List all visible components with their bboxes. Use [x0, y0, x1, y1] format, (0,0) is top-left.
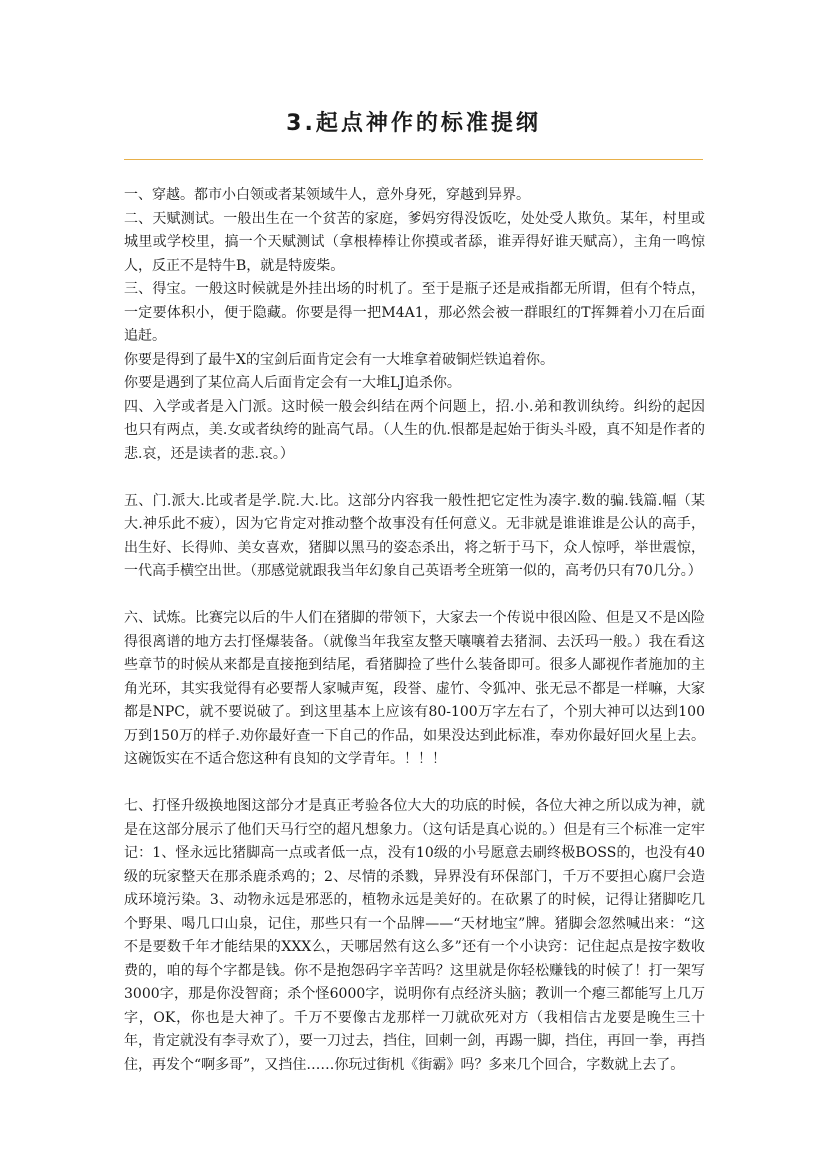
paragraph-4: 你要是得到了最牛X的宝剑后面肯定会有一大堆拿着破铜烂铁追着你。 [124, 351, 554, 368]
paragraph-3: 三、得宝。一般这时候就是外挂出场的时机了。至于是瓶子还是戒指都无所谓，但有个特点，一定要体积小，便于隐藏。你要是得一把M4A1，那必然会被一群眼红的T挥舞着小刀在后面追赶。 [124, 281, 705, 344]
paragraph-gap [124, 584, 705, 608]
paragraph-9: 七、打怪升级换地图这部分才是真正考验各位大大的功底的时候，各位大神之所以成为神，就是在这部分展示了他们天马行空的超凡想象力。（这句话是真心说的。）但是有三个标准一定牢记：1、怪永远比猪脚高一点或者低一点，没有10级的小号愿意去刷终极BOSS的，也没有40级的玩家整天在那杀鹿杀鸡的；2、尽情的杀戮，异界没有环保部门，千万不要担心腐尸会造成环境污染。3、动物永远是邪恶的，植物永远是美好的。在砍累了的时候，记得让猪脚吃几个野果、喝几口山泉，记住，那些只有一个品牌——“天材地宝”牌。猪脚会忽然喊出来：“这不是要数千年才能结果的XXX么，天哪居然有这么多”还有一个小诀窍：记住起点是按字数收费的，咱的每个字都是钱。你不是抱怨码字辛苦吗？这里就是你轻松赚钱的时候了！打一架写3000字，那是你没智商；杀个怪6000字，说明你有点经济头脑；教训一个瘪三都能写上几万字，OK，你也是大神了。千万不要像古龙那样一刀就砍死对方（我相信古龙要是晚生三十年，肯定就没有李寻欢了），要一刀过去，挡住，回刺一剑，再踢一脚，挡住，再回一拳，再挡住，再发个“啊多哥”，又挡住……你玩过街机《街霸》吗？多来几个回合，字数就上去了。 [124, 798, 705, 1073]
paragraph-gap [124, 466, 705, 490]
paragraph-8: 六、试炼。比赛完以后的牛人们在猪脚的带领下，大家去一个传说中很凶险、但是又不是凶险得很离谱的地方去打怪爆装备。（就像当年我室友整天嚷嚷着去猪洞、去沃玛一般。）我在看这些章节的时候从来都是直接拖到结尾，看猪脚捡了些什么装备即可。很多人鄙视作者施加的主角光环，其实我觉得有必要帮人家喊声冤，段誉、虚竹、令狐冲、张无忌不都是一样嘛，大家都是NPC，就不要说破了。到这里基本上应该有80-100万字左右了，个别大神可以达到100万到150万的样子.劝你最好查一下自己的作品，如果没达到此标准，奉劝你最好回火星上去。这碗饭实在不适合您这种有良知的文学青年。！！！ [124, 610, 705, 767]
paragraph-gap [124, 772, 705, 796]
title-divider [124, 159, 703, 160]
paragraph-5: 你要是遇到了某位高人后面肯定会有一大堆LJ追杀你。 [124, 375, 461, 391]
paragraph-2: 二、天赋测试。一般出生在一个贫苦的家庭，爹妈穷得没饭吃，处处受人欺负。某年，村里或城里或学校里，搞一个天赋测试（拿根棒棒让你摸或者舔，谁弄得好谁天赋高），主角一鸣惊人，反正不是特牛B，就是特废柴。 [124, 210, 705, 274]
paragraph-1: 一、穿越。都市小白领或者某领域牛人，意外身死，穿越到异界。 [124, 187, 530, 203]
paragraph-7: 五、门.派大.比或者是学.院.大.比。这部分内容我一般性把它定性为凑字.数的骗.钱篇.幅（某大.神乐此不疲），因为它肯定对推动整个故事没有任何意义。无非就是谁谁谁是公认的高手，出生好、长得帅、美女喜欢，猪脚以黑马的姿态杀出，将之斩于马下，众人惊呼，举世震惊，一代高手横空出世。（那感觉就跟我当年幻象自己英语考全班第一似的，高考仍只有70几分。） [124, 492, 705, 579]
document-body [124, 184, 705, 1077]
paragraph-6: 四、入学或者是入门派。这时候一般会纠结在两个问题上，招.小.弟和教训纨绔。纠纷的起因也只有两点，美.女或者纨绔的趾高气昂。（人生的仇.恨都是起始于街头斗殴，真不知是作者的悲.哀，还是读者的悲.哀。） [124, 398, 705, 462]
document-title: 3.起点神作的标准提纲 [286, 111, 541, 136]
